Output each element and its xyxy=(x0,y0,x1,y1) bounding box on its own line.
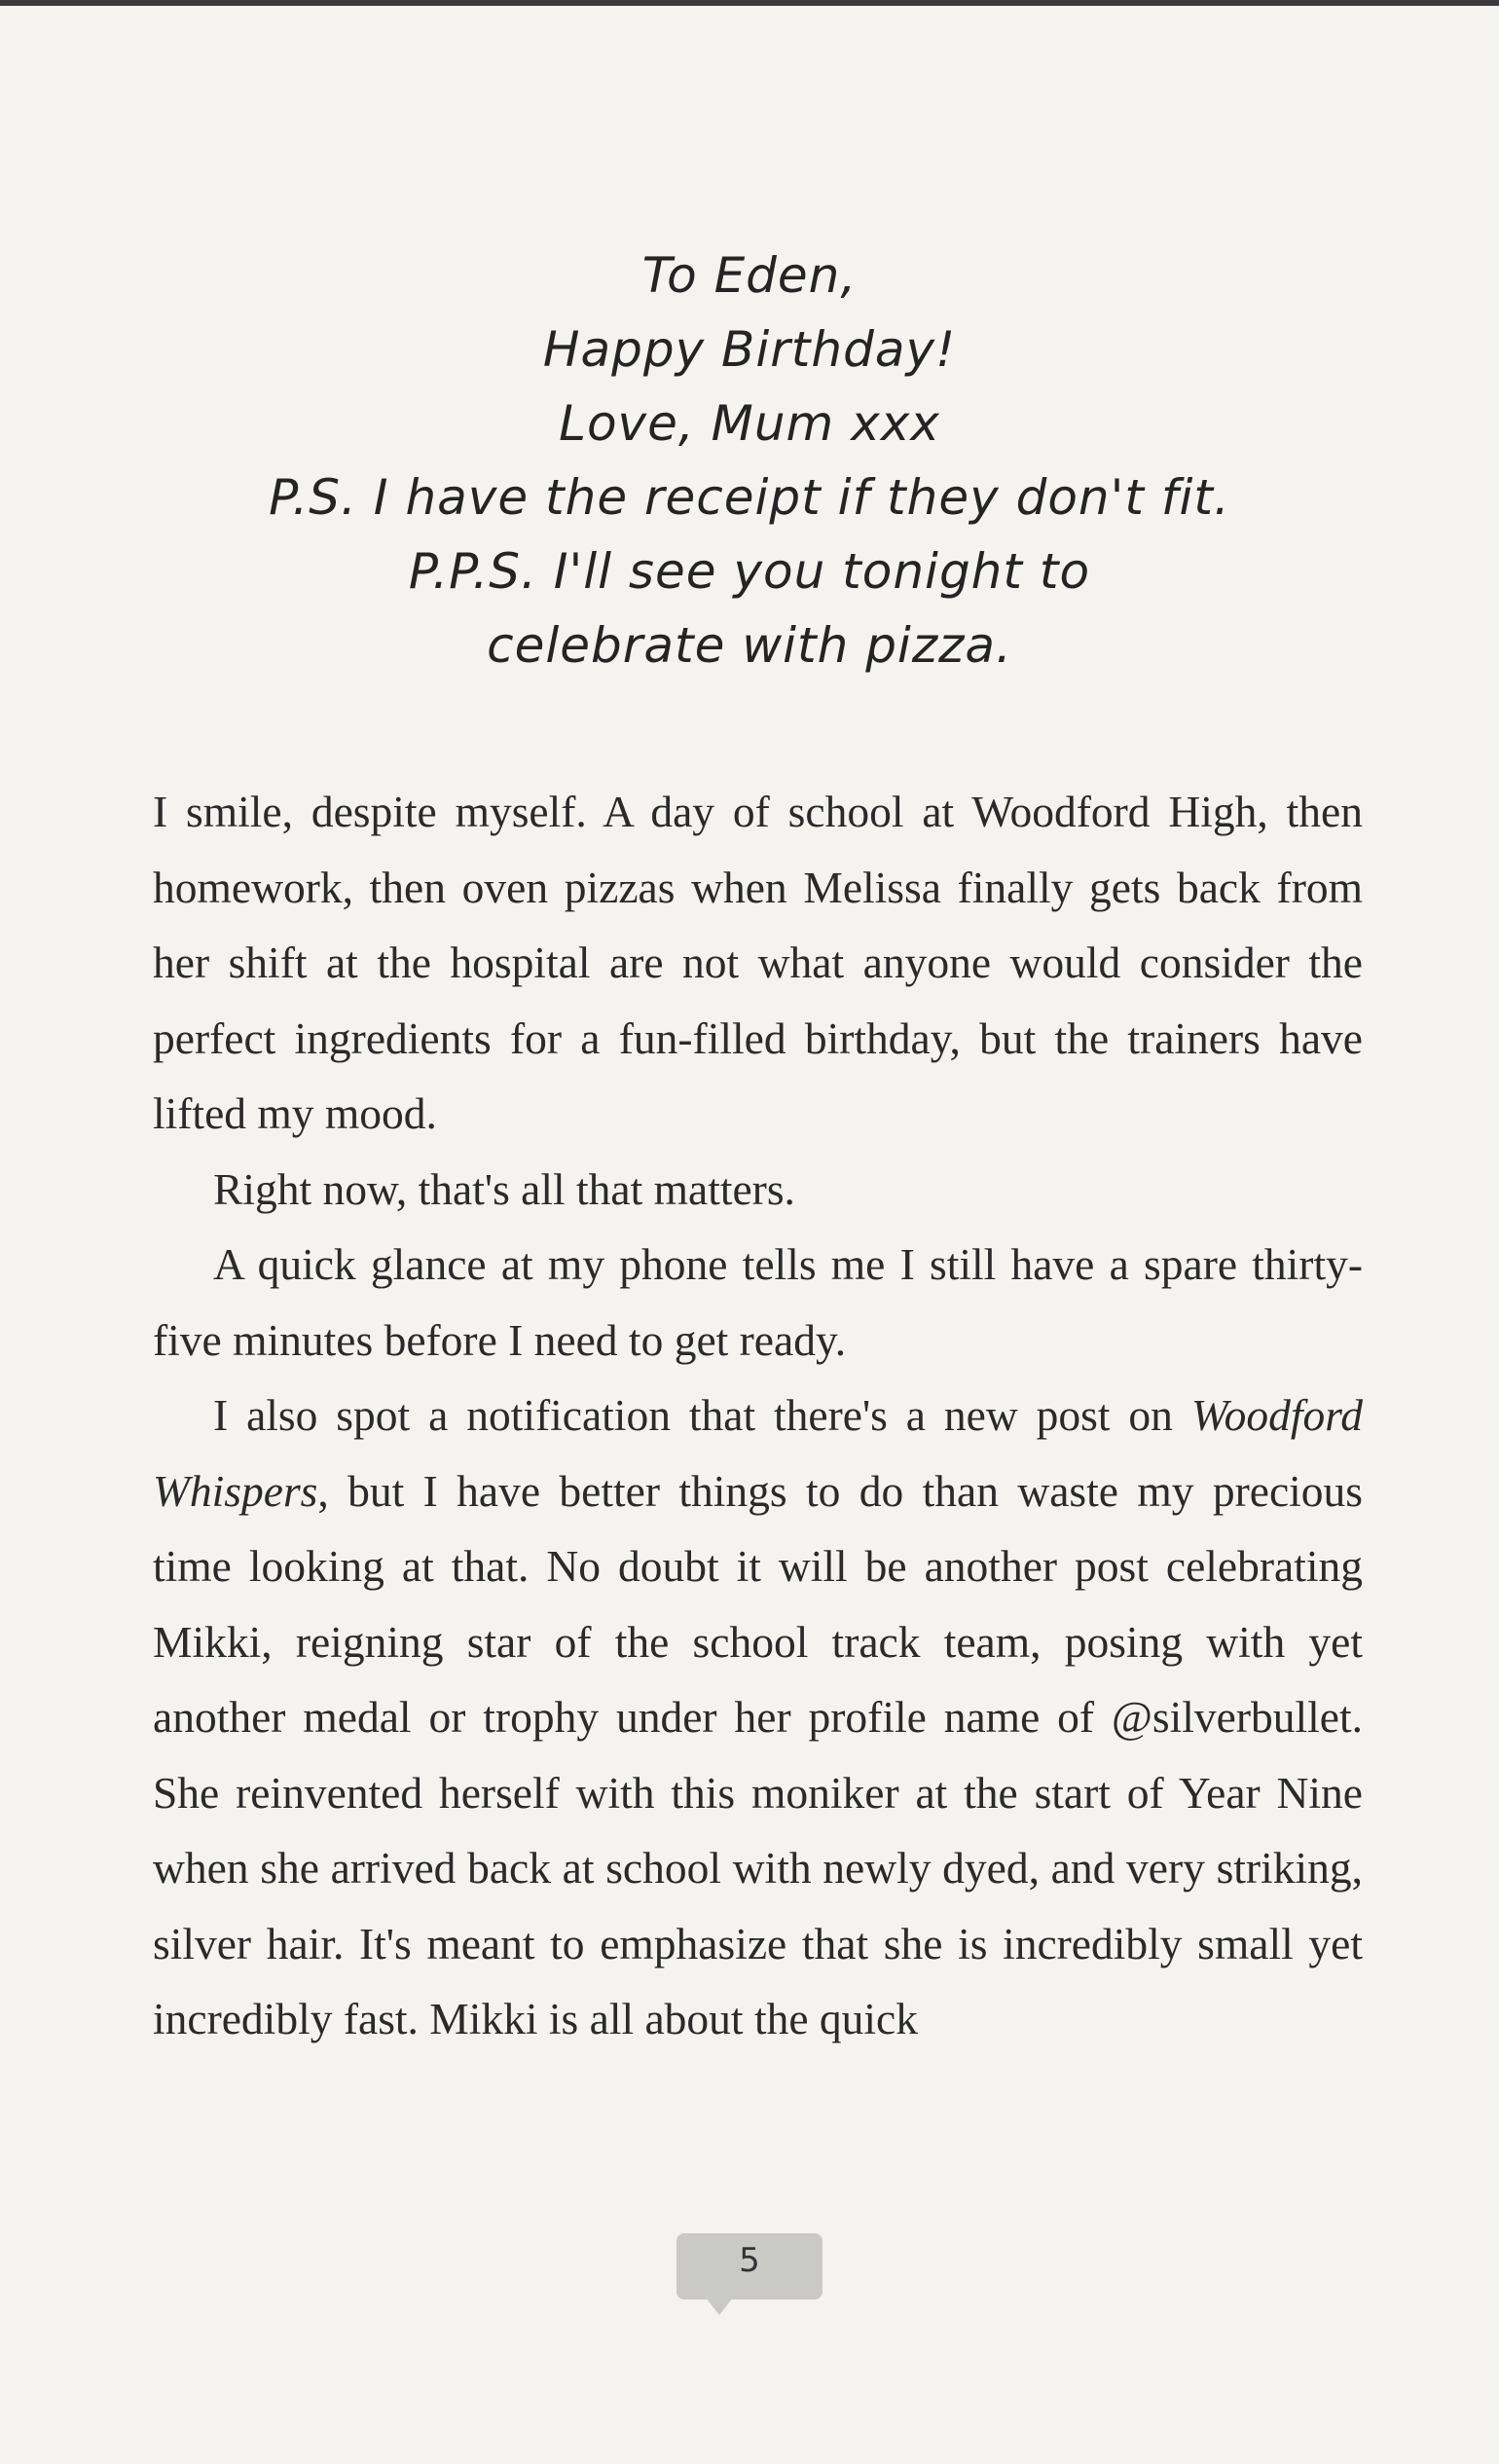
note-line: Happy Birthday! xyxy=(542,321,957,378)
note-line: Love, Mum xxx xyxy=(559,395,940,452)
page-number: 5 xyxy=(739,2241,760,2280)
paragraph-text: , but I have better things to do than waste my precious time looking at that. No doubt it will be another post celebrating Mikki, reigning star of the school track team, posing with yet another medal or trophy under her profile name of @silverbullet. She reinvented herself with this moniker at the start of Year Nine when she arrived back at school with newly dyed, and very striking, silver hair. It's meant to emphasize that she is incredibly small yet incredibly fast. Mikki is all about the quick xyxy=(153,1465,1363,2043)
handwritten-note xyxy=(0,239,1499,682)
body-text xyxy=(153,774,1363,2057)
blog-title: Woodford Whispers xyxy=(153,1390,1364,1516)
paragraph: I smile, despite myself. A day of school at Woodford High, then homework, then oven pizzas when Melissa finally gets back from her shift at the hospital are not what anyone would consider the perfect ingredients for a fun-filled birthday, but the trainers have lifted my mood. xyxy=(153,787,1363,1138)
paragraph: Right now, that's all that matters. xyxy=(213,1163,795,1214)
paragraph-text: I also spot a notification that there's a new post on xyxy=(213,1390,1173,1440)
page-edge xyxy=(0,0,1499,6)
paragraph xyxy=(153,1378,1363,2057)
note-line: P.P.S. I'll see you tonight to xyxy=(408,543,1091,600)
page-number-badge xyxy=(676,2233,823,2321)
note-line: To Eden, xyxy=(641,247,858,304)
note-line: celebrate with pizza. xyxy=(487,617,1012,674)
speech-bubble-tail xyxy=(706,2298,733,2315)
note-line: P.S. I have the receipt if they don't fit. xyxy=(269,469,1230,526)
paragraph: A quick glance at my phone tells me I still have a spare thirty-five minutes before I need to get ready. xyxy=(153,1239,1363,1365)
